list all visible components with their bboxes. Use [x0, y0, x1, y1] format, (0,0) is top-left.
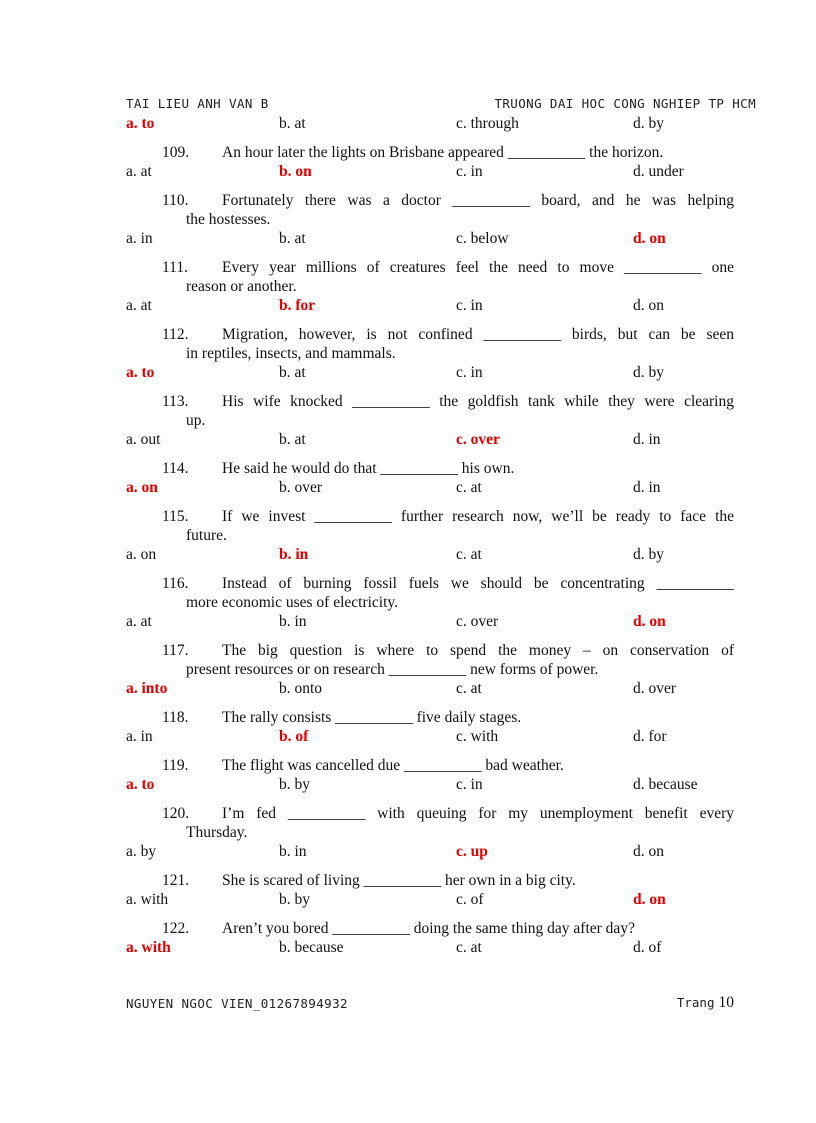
- question-item: [126, 258, 734, 315]
- answer-option: d. on: [633, 843, 664, 860]
- question-number: 111.: [162, 259, 188, 276]
- question-line: [126, 507, 734, 526]
- question-text-continued: up.: [186, 412, 206, 429]
- question-line: [126, 919, 734, 938]
- correct-answer-option: c. over: [456, 431, 500, 448]
- answer-options: [126, 842, 734, 861]
- page-number: 10: [718, 994, 734, 1011]
- correct-answer-option: a. to: [126, 364, 155, 381]
- question-item: [126, 708, 734, 746]
- answer-option: c. at: [456, 680, 482, 697]
- answer-option: b. over: [279, 479, 323, 496]
- answer-option: a. at: [126, 613, 152, 630]
- answer-option: d. of: [633, 939, 662, 956]
- correct-answer-option: b. on: [279, 163, 312, 180]
- header-right-text: TRUONG DAI HOC CONG NGHIEP TP HCM: [494, 96, 756, 111]
- question-text: An hour later the lights on Brisbane appeared __________ the horizon.: [222, 144, 664, 161]
- question-line: [126, 143, 734, 162]
- answer-option: c. over: [456, 613, 499, 630]
- answer-option: c. in: [456, 297, 483, 314]
- question-text: If we invest __________ further research now, we’ll be ready to face the: [222, 508, 734, 525]
- question-item: [126, 392, 734, 449]
- question-text: Fortunately there was a doctor __________ board, and he was helping: [222, 192, 734, 209]
- correct-answer-option: c. up: [456, 843, 488, 860]
- answer-option: d. because: [633, 776, 698, 793]
- answer-options: [126, 296, 734, 315]
- answer-options: [126, 775, 734, 794]
- answer-option: d. by: [633, 115, 664, 132]
- question-text: The flight was cancelled due __________ bad weather.: [222, 757, 564, 774]
- question-number: 112.: [162, 326, 189, 343]
- question-text: Every year millions of creatures feel the need to move __________ one: [222, 259, 734, 276]
- answer-option: c. through: [456, 115, 519, 132]
- question-text: He said he would do that __________ his own.: [222, 460, 515, 477]
- question-number: 118.: [162, 709, 189, 726]
- question-number: 119.: [162, 757, 189, 774]
- answer-option: c. in: [456, 163, 483, 180]
- answer-option: c. at: [456, 479, 482, 496]
- answer-options: [126, 545, 734, 564]
- question-item: [126, 143, 734, 181]
- question-item: [126, 804, 734, 861]
- answer-option: d. on: [633, 297, 664, 314]
- answer-option: d. for: [633, 728, 667, 745]
- answer-option: c. with: [456, 728, 499, 745]
- answer-options: [126, 612, 734, 631]
- answer-option: a. at: [126, 163, 152, 180]
- answer-option: b. onto: [279, 680, 323, 697]
- answer-option: a. out: [126, 431, 161, 448]
- correct-answer-option: a. with: [126, 939, 171, 956]
- answer-option: b. at: [279, 364, 306, 381]
- answer-options: [126, 679, 734, 698]
- answer-option: a. in: [126, 230, 153, 247]
- answer-option: a. by: [126, 843, 157, 860]
- question-text: Migration, however, is not confined __________ birds, but can be seen: [222, 326, 734, 343]
- answer-option: c. below: [456, 230, 509, 247]
- question-item: [126, 507, 734, 564]
- answer-option: a. in: [126, 728, 153, 745]
- correct-answer-option: a. on: [126, 479, 158, 496]
- question-line: [126, 191, 734, 210]
- question-line: [126, 392, 734, 411]
- question-item: [126, 919, 734, 957]
- correct-answer-option: d. on: [633, 613, 666, 630]
- question-number: 114.: [162, 460, 189, 477]
- answer-option: b. because: [279, 939, 344, 956]
- question-item: [126, 756, 734, 794]
- answer-option: a. with: [126, 891, 169, 908]
- question-text: She is scared of living __________ her own in a big city.: [222, 872, 576, 889]
- answer-option: d. over: [633, 680, 677, 697]
- question-text-continued: present resources or on research __________ new forms of power.: [186, 661, 599, 678]
- correct-answer-option: d. on: [633, 230, 666, 247]
- answer-options: [126, 890, 734, 909]
- correct-answer-option: b. for: [279, 297, 316, 314]
- answer-option: c. of: [456, 891, 484, 908]
- question-text-continued: the hostesses.: [186, 211, 271, 228]
- page-header: [126, 96, 756, 114]
- question-number: 109.: [162, 144, 190, 161]
- answer-option: b. at: [279, 230, 306, 247]
- footer-author: NGUYEN NGOC VIEN_01267894932: [126, 996, 348, 1011]
- question-text-continued: Thursday.: [186, 824, 248, 841]
- answer-option: a. on: [126, 546, 157, 563]
- correct-answer-option: a. to: [126, 115, 155, 132]
- correct-answer-option: a. to: [126, 776, 155, 793]
- question-line: [126, 258, 734, 277]
- question-item: [126, 459, 734, 497]
- question-line: [126, 459, 734, 478]
- question-line: [126, 641, 734, 660]
- answer-option: b. at: [279, 115, 306, 132]
- question-item: [126, 574, 734, 631]
- answer-option: c. in: [456, 364, 483, 381]
- answer-option: c. at: [456, 546, 482, 563]
- question-line: [126, 708, 734, 727]
- answer-option: d. by: [633, 364, 664, 381]
- answer-options: [126, 114, 734, 133]
- question-text-continued: more economic uses of electricity.: [186, 594, 399, 611]
- answer-option: b. in: [279, 843, 307, 860]
- answer-option: a. at: [126, 297, 152, 314]
- answer-option: d. in: [633, 431, 661, 448]
- page-word: Trang: [676, 995, 715, 1010]
- question-item: [126, 641, 734, 698]
- header-left-text: TAI LIEU ANH VAN B: [126, 96, 269, 111]
- page-footer: [126, 994, 734, 1014]
- page-number-label: [677, 994, 734, 1012]
- answer-option: d. under: [633, 163, 684, 180]
- answer-option: b. in: [279, 613, 307, 630]
- question-line: [126, 756, 734, 775]
- question-number: 121.: [162, 872, 190, 889]
- question-text: The big question is where to spend the money – on conservation of: [222, 642, 734, 659]
- question-text: The rally consists __________ five daily stages.: [222, 709, 522, 726]
- answer-option: b. at: [279, 431, 306, 448]
- question-number: 122.: [162, 920, 190, 937]
- correct-answer-option: b. of: [279, 728, 309, 745]
- question-number: 116.: [162, 575, 189, 592]
- correct-answer-option: a. into: [126, 680, 168, 697]
- question-line: [126, 325, 734, 344]
- question-text: His wife knocked __________ the goldfish tank while they were clearing: [222, 393, 734, 410]
- answer-option: c. in: [456, 776, 483, 793]
- question-number: 117.: [162, 642, 189, 659]
- correct-answer-option: b. in: [279, 546, 309, 563]
- question-line: [126, 804, 734, 823]
- question-text: I’m fed __________ with queuing for my unemployment benefit every: [222, 805, 734, 822]
- question-text: Aren’t you bored __________ doing the same thing day after day?: [222, 920, 635, 937]
- question-item: [126, 871, 734, 909]
- answer-options: [126, 478, 734, 497]
- question-number: 115.: [162, 508, 189, 525]
- answer-options: [126, 363, 734, 382]
- answer-option: c. at: [456, 939, 482, 956]
- answer-options: [126, 938, 734, 957]
- correct-answer-option: d. on: [633, 891, 666, 908]
- answer-option: d. by: [633, 546, 664, 563]
- question-item: [126, 325, 734, 382]
- question-line: [126, 871, 734, 890]
- question-number: 120.: [162, 805, 190, 822]
- question-text-continued: in reptiles, insects, and mammals.: [186, 345, 396, 362]
- answer-option: b. by: [279, 891, 310, 908]
- question-number: 113.: [162, 393, 189, 410]
- question-item: [126, 191, 734, 248]
- question-text-continued: reason or another.: [186, 278, 297, 295]
- answer-options: [126, 162, 734, 181]
- answer-options: [126, 229, 734, 248]
- question-text-continued: future.: [186, 527, 227, 544]
- question-list: [126, 114, 734, 957]
- answer-option: d. in: [633, 479, 661, 496]
- answer-options: [126, 727, 734, 746]
- answer-options: [126, 430, 734, 449]
- question-line: [126, 574, 734, 593]
- question-text: Instead of burning fossil fuels we should be concentrating __________: [222, 575, 734, 592]
- answer-option: b. by: [279, 776, 310, 793]
- question-number: 110.: [162, 192, 189, 209]
